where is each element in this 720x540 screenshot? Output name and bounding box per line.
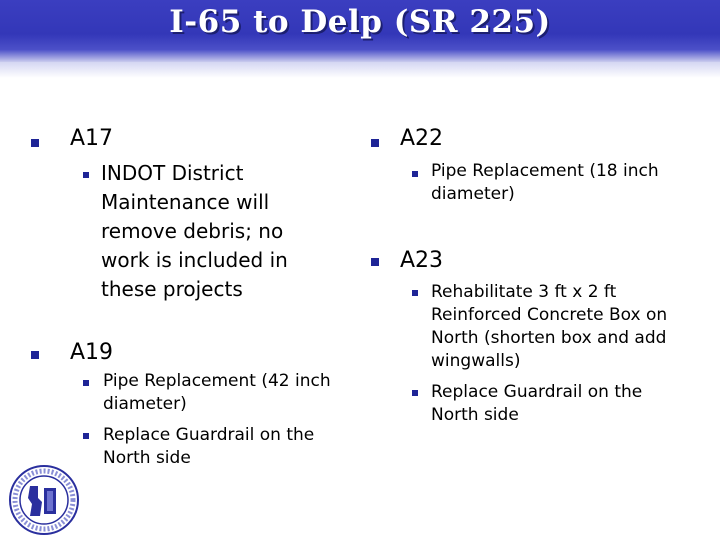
- section-a23-label: A23: [400, 248, 444, 273]
- bullet-square-icon: [412, 171, 418, 177]
- slide-title: I-65 to Delp (SR 225): [169, 4, 551, 40]
- section-a22-label: A22: [400, 126, 444, 151]
- bullet-square-icon: [371, 258, 379, 266]
- a23-item-2: Replace Guardrail on the North side: [431, 382, 643, 425]
- a22-item-1: Pipe Replacement (18 inch diameter): [431, 161, 659, 204]
- bullet-square-icon: [83, 433, 89, 439]
- section-a17-label: A17: [70, 126, 114, 151]
- section-a19-label: A19: [70, 340, 114, 365]
- a23-item-1: Rehabilitate 3 ft x 2 ft Reinforced Concrete Box on North (shorten box and add wingwalls): [431, 282, 668, 371]
- bullet-square-icon: [412, 290, 418, 296]
- a17-item-1: INDOT District Maintenance will remove debris; no work is included in these projects: [101, 161, 288, 301]
- bullet-square-icon: [83, 172, 89, 178]
- bullet-square-icon: [31, 351, 39, 359]
- a19-item-2: Replace Guardrail on the North side: [103, 425, 315, 468]
- bullet-square-icon: [371, 139, 379, 147]
- bullet-square-icon: [31, 139, 39, 147]
- a19-item-1: Pipe Replacement (42 inch diameter): [103, 371, 331, 414]
- indot-seal-logo-icon: [8, 464, 80, 536]
- bullet-square-icon: [412, 390, 418, 396]
- bullet-square-icon: [83, 380, 89, 386]
- title-fade: [0, 62, 720, 78]
